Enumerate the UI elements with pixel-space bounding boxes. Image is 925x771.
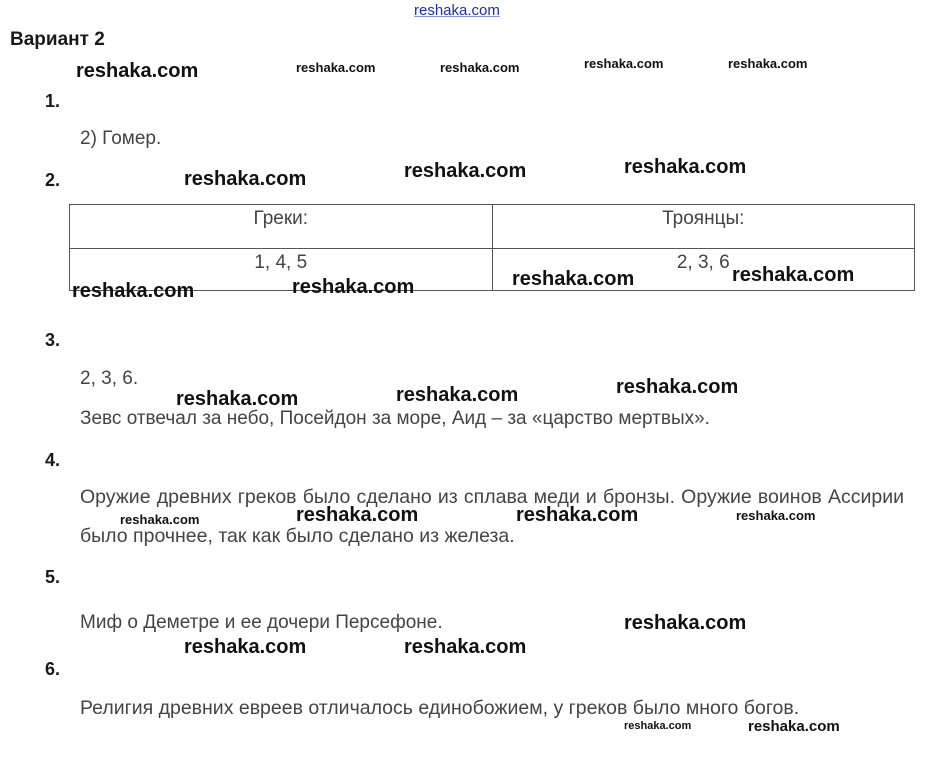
watermark: reshaka.com <box>516 504 639 526</box>
watermark: reshaka.com <box>76 60 199 82</box>
watermark: reshaka.com <box>748 718 840 735</box>
watermark: reshaka.com <box>296 60 376 75</box>
watermark: reshaka.com <box>292 276 415 298</box>
site-header-link[interactable]: reshaka.com <box>414 2 500 19</box>
watermark: reshaka.com <box>732 264 855 286</box>
question-3-answer-line2: Зевс отвечал за небо, Посейдон за море, Аид – за «царство мертвых». <box>80 408 710 429</box>
question-1-answer: 2) Гомер. <box>80 128 162 149</box>
question-3-answer-line1: 2, 3, 6. <box>80 368 139 389</box>
watermark: reshaka.com <box>404 636 527 658</box>
table-cell-greeks: 1, 4, 5 <box>70 249 493 291</box>
question-5-number: 5. <box>45 567 61 587</box>
watermark: reshaka.com <box>512 268 635 290</box>
question-5-answer: Миф о Деметре и ее дочери Персефоне. <box>80 612 443 633</box>
watermark: reshaka.com <box>624 720 692 732</box>
watermark: reshaka.com <box>184 636 307 658</box>
watermark: reshaka.com <box>296 504 419 526</box>
watermark: reshaka.com <box>396 384 519 406</box>
question-3-number: 3. <box>45 330 61 350</box>
table-cell-trojans: 2, 3, 6 <box>492 249 915 291</box>
watermark: reshaka.com <box>624 156 747 178</box>
question-6-answer: Религия древних евреев отличалось единобожием, у греков было много богов. <box>80 697 800 719</box>
watermark: reshaka.com <box>624 612 747 634</box>
table-header-greeks: Греки: <box>70 205 493 249</box>
question-4-answer: Оружие древних греков было сделано из сплава меди и бронзы. Оружие воинов Ассирии было прочнее, так как было сделано из железа. <box>80 486 904 547</box>
watermark: reshaka.com <box>616 376 739 398</box>
watermark: reshaka.com <box>440 60 520 75</box>
watermark: reshaka.com <box>72 280 195 302</box>
watermark: reshaka.com <box>404 160 527 182</box>
watermark: reshaka.com <box>736 508 816 523</box>
table-header-trojans: Троянцы: <box>492 205 915 249</box>
watermark: reshaka.com <box>584 56 664 71</box>
watermark: reshaka.com <box>176 388 299 410</box>
question-2-number: 2. <box>45 170 61 190</box>
watermark: reshaka.com <box>184 168 307 190</box>
variant-title: Вариант 2 <box>10 29 105 50</box>
question-1-number: 1. <box>45 91 61 111</box>
watermark: reshaka.com <box>120 512 200 527</box>
watermark: reshaka.com <box>728 56 808 71</box>
question-6-number: 6. <box>45 659 61 679</box>
question-4-number: 4. <box>45 450 61 470</box>
